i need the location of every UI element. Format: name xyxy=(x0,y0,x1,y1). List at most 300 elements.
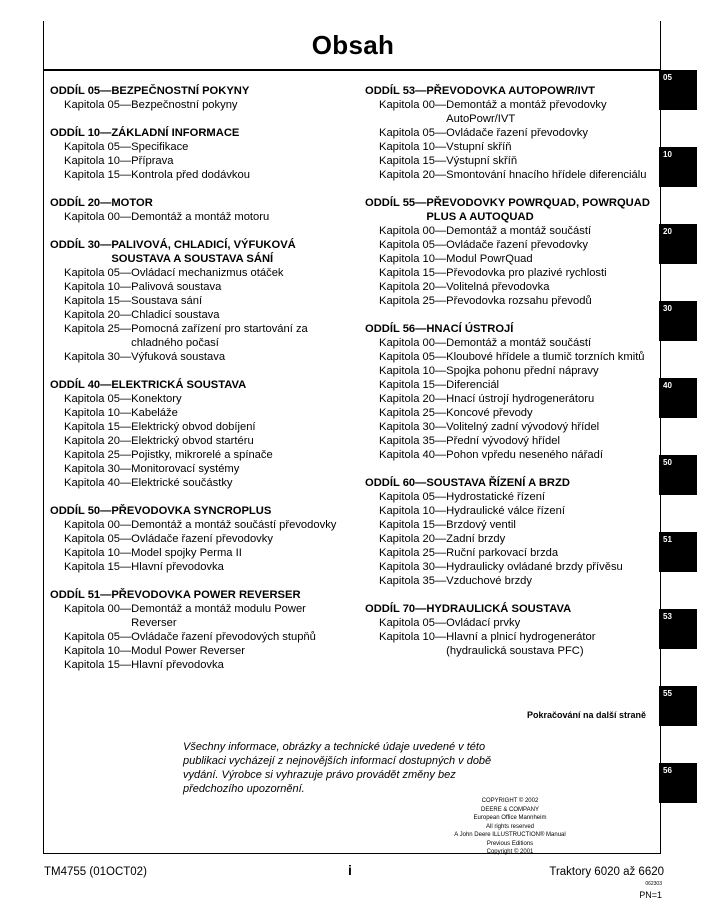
chapter-title: Monitorovací systémy xyxy=(131,463,240,475)
section-tab-label: 56 xyxy=(663,766,672,775)
toc-section xyxy=(50,196,350,224)
chapter-title: Bezpečnostní pokyny xyxy=(131,99,238,111)
section-title: PŘEVODOVKA POWER REVERSER xyxy=(111,589,301,601)
section-heading[interactable] xyxy=(50,378,350,392)
chapter-title: Demontáž a montáž modulu Power Reverser xyxy=(131,603,306,629)
section-title: ELEKTRICKÁ SOUSTAVA xyxy=(111,379,247,391)
section-tab[interactable] xyxy=(659,532,697,572)
chapter-entry[interactable] xyxy=(365,168,655,182)
chapter-entry[interactable] xyxy=(50,462,350,476)
chapter-number: Kapitola 15 xyxy=(64,561,120,573)
chapter-title: Pomocná zařízení pro startování za chladného počasí xyxy=(131,323,308,349)
chapter-number: Kapitola 05 xyxy=(379,127,435,139)
chapter-entry[interactable] xyxy=(365,266,655,280)
copyright-line: Copyright © 2001 xyxy=(486,849,534,855)
chapter-entry[interactable] xyxy=(50,98,350,112)
chapter-entry[interactable] xyxy=(365,420,655,434)
chapter-dash: — xyxy=(434,547,447,559)
chapter-title: Specifikace xyxy=(131,141,189,153)
chapter-title: Kabeláže xyxy=(131,407,178,419)
chapter-dash: — xyxy=(119,155,132,167)
chapter-title: Pohon vpředu neseného nářadí xyxy=(446,449,603,461)
section-title: PŘEVODOVKA SYNCROPLUS xyxy=(111,505,272,517)
left-column xyxy=(50,84,350,686)
title-rule xyxy=(43,69,661,71)
section-heading[interactable] xyxy=(365,196,655,224)
chapter-number: Kapitola 15 xyxy=(379,155,435,167)
chapter-entry[interactable] xyxy=(50,266,350,280)
chapter-number: Kapitola 15 xyxy=(379,379,435,391)
section-tab-label: 53 xyxy=(663,612,672,621)
chapter-dash: — xyxy=(119,309,132,321)
section-title: PALIVOVÁ, CHLADICÍ, VÝFUKOVÁ SOUSTAVA A SOUSTAVA SÁNÍ xyxy=(111,239,296,265)
chapter-dash: — xyxy=(119,295,132,307)
chapter-dash: — xyxy=(434,561,447,573)
chapter-entry[interactable] xyxy=(50,350,350,364)
chapter-number: Kapitola 10 xyxy=(64,547,120,559)
chapter-dash: — xyxy=(434,253,447,265)
chapter-number: Kapitola 15 xyxy=(379,267,435,279)
chapter-entry[interactable] xyxy=(365,392,655,406)
chapter-title: Hlavní převodovka xyxy=(131,561,224,573)
toc-section xyxy=(365,602,655,658)
footer-code: 062303 xyxy=(645,881,662,887)
toc-section xyxy=(365,476,655,588)
chapter-dash: — xyxy=(119,547,132,559)
copyright-line: COPYRIGHT © 2002 xyxy=(481,798,539,804)
chapter-title: Hnací ústrojí hydrogenerátoru xyxy=(446,393,595,405)
section-tab[interactable] xyxy=(659,686,697,726)
chapter-dash: — xyxy=(119,533,132,545)
chapter-title: Model spojky Perma II xyxy=(131,547,242,559)
chapter-number: Kapitola 25 xyxy=(379,407,435,419)
chapter-number: Kapitola 25 xyxy=(64,449,120,461)
chapter-entry[interactable] xyxy=(50,420,350,434)
chapter-title: Výfuková soustava xyxy=(131,351,226,363)
chapter-title: Ovládače řazení převodovky xyxy=(131,533,273,545)
chapter-number: Kapitola 05 xyxy=(64,99,120,111)
section-title: HNACÍ ÚSTROJÍ xyxy=(426,323,514,335)
chapter-number: Kapitola 20 xyxy=(64,309,120,321)
chapter-title: Chladicí soustava xyxy=(131,309,220,321)
section-tab[interactable] xyxy=(659,147,697,187)
chapter-number: Kapitola 10 xyxy=(379,631,435,643)
chapter-dash: — xyxy=(119,561,132,573)
chapter-number: Kapitola 10 xyxy=(64,645,120,657)
chapter-number: Kapitola 25 xyxy=(379,295,435,307)
section-heading[interactable] xyxy=(50,84,350,98)
chapter-number: Kapitola 05 xyxy=(64,141,120,153)
chapter-entry[interactable] xyxy=(365,98,655,126)
chapter-entry[interactable] xyxy=(365,378,655,392)
section-number: ODDÍL 50— xyxy=(50,505,112,517)
chapter-title: Elektrický obvod startéru xyxy=(131,435,254,447)
section-tab[interactable] xyxy=(659,378,697,418)
section-heading[interactable] xyxy=(365,84,655,98)
section-tab-label: 40 xyxy=(663,381,672,390)
chapter-entry[interactable] xyxy=(365,406,655,420)
section-number: ODDÍL 60— xyxy=(365,477,427,489)
chapter-dash: — xyxy=(434,295,447,307)
chapter-dash: — xyxy=(119,645,132,657)
chapter-dash: — xyxy=(434,407,447,419)
chapter-title: Demontáž a montáž převodovky AutoPowr/IVT xyxy=(446,99,607,125)
chapter-number: Kapitola 35 xyxy=(379,435,435,447)
chapter-number: Kapitola 10 xyxy=(379,365,435,377)
chapter-number: Kapitola 10 xyxy=(379,253,435,265)
toc-section xyxy=(50,84,350,112)
chapter-dash: — xyxy=(119,659,132,671)
copyright-line: A John Deere ILLUSTRUCTION® Manual xyxy=(454,832,566,838)
chapter-title: Hydraulické válce řízení xyxy=(446,505,565,517)
section-title: SOUSTAVA ŘÍZENÍ A BRZD xyxy=(426,477,570,489)
chapter-dash: — xyxy=(119,211,132,223)
chapter-number: Kapitola 05 xyxy=(379,351,435,363)
chapter-number: Kapitola 05 xyxy=(64,393,120,405)
chapter-entry[interactable] xyxy=(50,322,350,350)
chapter-title: Kontrola před dodávkou xyxy=(131,169,250,181)
chapter-title: Modul PowrQuad xyxy=(446,253,533,265)
toc-section xyxy=(50,238,350,364)
chapter-number: Kapitola 30 xyxy=(64,351,120,363)
chapter-entry[interactable] xyxy=(50,140,350,154)
chapter-entry[interactable] xyxy=(50,154,350,168)
chapter-entry[interactable] xyxy=(365,546,655,560)
chapter-entry[interactable] xyxy=(50,448,350,462)
section-tab-label: 20 xyxy=(663,227,672,236)
chapter-number: Kapitola 10 xyxy=(64,155,120,167)
chapter-entry[interactable] xyxy=(50,210,350,224)
chapter-number: Kapitola 05 xyxy=(64,267,120,279)
chapter-dash: — xyxy=(119,407,132,419)
chapter-dash: — xyxy=(119,519,132,531)
footer-title: Traktory 6020 až 6620 xyxy=(549,866,664,878)
chapter-entry[interactable] xyxy=(50,602,350,630)
toc-section xyxy=(50,588,350,672)
chapter-number: Kapitola 10 xyxy=(64,407,120,419)
chapter-entry[interactable] xyxy=(365,518,655,532)
chapter-number: Kapitola 10 xyxy=(379,505,435,517)
chapter-dash: — xyxy=(434,505,447,517)
chapter-dash: — xyxy=(434,379,447,391)
chapter-dash: — xyxy=(434,575,447,587)
chapter-title: Koncové převody xyxy=(446,407,533,419)
chapter-number: Kapitola 40 xyxy=(64,477,120,489)
chapter-number: Kapitola 20 xyxy=(64,435,120,447)
continued-note: Pokračování na další straně xyxy=(527,710,647,720)
chapter-entry[interactable] xyxy=(365,448,655,462)
chapter-number: Kapitola 05 xyxy=(64,533,120,545)
section-title: PŘEVODOVKA AUTOPOWR/IVT xyxy=(426,85,595,97)
chapter-title: Diferenciál xyxy=(446,379,500,391)
chapter-title: Smontování hnacího hřídele diferenciálu xyxy=(446,169,647,181)
chapter-entry[interactable] xyxy=(50,658,350,672)
chapter-number: Kapitola 15 xyxy=(64,421,120,433)
section-heading[interactable] xyxy=(50,588,350,602)
chapter-title: Pojistky, mikrorelé a spínače xyxy=(131,449,273,461)
section-number: ODDÍL 05— xyxy=(50,85,112,97)
chapter-dash: — xyxy=(119,477,132,489)
chapter-entry[interactable] xyxy=(365,294,655,308)
chapter-entry[interactable] xyxy=(50,434,350,448)
chapter-dash: — xyxy=(434,533,447,545)
copyright-line: Previous Editions xyxy=(486,840,534,847)
chapter-dash: — xyxy=(434,281,447,293)
copyright-line: European Office Mannheim xyxy=(473,815,547,821)
chapter-title: Hlavní převodovka xyxy=(131,659,224,671)
chapter-entry[interactable] xyxy=(365,364,655,378)
chapter-number: Kapitola 05 xyxy=(379,491,435,503)
chapter-title: Ovládače řazení převodovky xyxy=(446,127,588,139)
chapter-dash: — xyxy=(119,169,132,181)
chapter-dash: — xyxy=(434,449,447,461)
chapter-dash: — xyxy=(119,435,132,447)
chapter-entry[interactable] xyxy=(365,126,655,140)
chapter-title: Demontáž a montáž součástí převodovky xyxy=(131,519,337,531)
toc-section xyxy=(365,196,655,308)
chapter-entry[interactable] xyxy=(50,392,350,406)
chapter-entry[interactable] xyxy=(365,434,655,448)
chapter-number: Kapitola 05 xyxy=(64,631,120,643)
chapter-entry[interactable] xyxy=(50,532,350,546)
chapter-number: Kapitola 20 xyxy=(379,169,435,181)
section-number: ODDÍL 56— xyxy=(365,323,427,335)
toc-section xyxy=(50,378,350,490)
chapter-dash: — xyxy=(119,351,132,363)
chapter-entry[interactable] xyxy=(50,630,350,644)
chapter-entry[interactable] xyxy=(365,350,655,364)
chapter-entry[interactable] xyxy=(365,504,655,518)
chapter-entry[interactable] xyxy=(50,406,350,420)
chapter-title: Ovládací prvky xyxy=(446,617,521,629)
section-number: ODDÍL 20— xyxy=(50,197,112,209)
section-tab[interactable] xyxy=(659,301,697,341)
chapter-number: Kapitola 00 xyxy=(64,603,120,615)
chapter-number: Kapitola 15 xyxy=(379,519,435,531)
section-tab[interactable] xyxy=(659,224,697,264)
section-number: ODDÍL 40— xyxy=(50,379,112,391)
section-tab[interactable] xyxy=(659,609,697,649)
copyright-block xyxy=(420,797,600,857)
chapter-title: Ruční parkovací brzda xyxy=(446,547,559,559)
chapter-entry[interactable] xyxy=(365,336,655,350)
chapter-number: Kapitola 00 xyxy=(64,211,120,223)
chapter-title: Převodovka rozsahu převodů xyxy=(446,295,592,307)
left-border xyxy=(43,69,44,853)
chapter-title: Výstupní skříň xyxy=(446,155,518,167)
chapter-entry[interactable] xyxy=(365,252,655,266)
chapter-entry[interactable] xyxy=(50,280,350,294)
chapter-number: Kapitola 30 xyxy=(379,561,435,573)
section-title: PŘEVODOVKY POWRQUAD, POWRQUAD PLUS A AUTOQUAD xyxy=(426,197,650,223)
chapter-number: Kapitola 25 xyxy=(379,547,435,559)
footer-pn: PN=1 xyxy=(639,890,662,900)
chapter-dash: — xyxy=(434,631,447,643)
chapter-entry[interactable] xyxy=(365,154,655,168)
section-tab-label: 10 xyxy=(663,150,672,159)
chapter-title: Volitelná převodovka xyxy=(446,281,550,293)
chapter-title: Hydraulicky ovládané brzdy přívěsu xyxy=(446,561,623,573)
section-tab[interactable] xyxy=(659,455,697,495)
chapter-title: Elektrické součástky xyxy=(131,477,233,489)
section-number: ODDÍL 55— xyxy=(365,197,427,209)
copyright-line: DEERE & COMPANY xyxy=(481,806,539,813)
section-tab[interactable] xyxy=(659,70,697,110)
chapter-entry[interactable] xyxy=(50,294,350,308)
chapter-number: Kapitola 00 xyxy=(379,337,435,349)
chapter-title: Spojka pohonu přední nápravy xyxy=(446,365,599,377)
chapter-title: Palivová soustava xyxy=(131,281,222,293)
section-tab-label: 05 xyxy=(663,73,672,82)
chapter-title: Volitelný zadní vývodový hřídel xyxy=(446,421,600,433)
chapter-number: Kapitola 00 xyxy=(379,99,435,111)
chapter-title: Ovládací mechanizmus otáček xyxy=(131,267,284,279)
chapter-title: Vzduchové brzdy xyxy=(446,575,532,587)
toc-section xyxy=(365,322,655,462)
section-heading[interactable] xyxy=(365,322,655,336)
footer-doc-id: TM4755 (01OCT02) xyxy=(44,866,147,878)
chapter-number: Kapitola 30 xyxy=(64,463,120,475)
right-column xyxy=(365,84,655,672)
chapter-dash: — xyxy=(434,141,447,153)
chapter-title: Demontáž a montáž motoru xyxy=(131,211,270,223)
chapter-title: Příprava xyxy=(131,155,174,167)
chapter-dash: — xyxy=(119,267,132,279)
chapter-entry[interactable] xyxy=(365,224,655,238)
chapter-entry[interactable] xyxy=(365,532,655,546)
chapter-dash: — xyxy=(434,351,447,363)
chapter-number: Kapitola 35 xyxy=(379,575,435,587)
chapter-dash: — xyxy=(434,491,447,503)
chapter-title: Přední vývodový hřídel xyxy=(446,435,560,447)
chapter-dash: — xyxy=(434,155,447,167)
chapter-dash: — xyxy=(119,463,132,475)
toc-section xyxy=(50,126,350,182)
chapter-dash: — xyxy=(434,169,447,181)
chapter-number: Kapitola 15 xyxy=(64,295,120,307)
chapter-dash: — xyxy=(434,435,447,447)
chapter-title: Zadní brzdy xyxy=(446,533,506,545)
chapter-number: Kapitola 20 xyxy=(379,281,435,293)
section-heading[interactable] xyxy=(365,602,655,616)
section-heading[interactable] xyxy=(50,126,350,140)
chapter-number: Kapitola 40 xyxy=(379,449,435,461)
chapter-entry[interactable] xyxy=(50,168,350,182)
chapter-entry[interactable] xyxy=(50,560,350,574)
chapter-number: Kapitola 15 xyxy=(64,169,120,181)
chapter-number: Kapitola 25 xyxy=(64,323,120,335)
chapter-dash: — xyxy=(119,421,132,433)
chapter-dash: — xyxy=(119,449,132,461)
section-tab-label: 50 xyxy=(663,458,672,467)
section-tab-label: 55 xyxy=(663,689,672,698)
section-title: HYDRAULICKÁ SOUSTAVA xyxy=(426,603,572,615)
chapter-entry[interactable] xyxy=(365,280,655,294)
chapter-entry[interactable] xyxy=(50,308,350,322)
chapter-number: Kapitola 05 xyxy=(379,239,435,251)
section-title: BEZPEČNOSTNÍ POKYNY xyxy=(111,85,250,97)
chapter-title: Demontáž a montáž součástí xyxy=(446,225,592,237)
section-heading[interactable] xyxy=(50,504,350,518)
chapter-entry[interactable] xyxy=(365,140,655,154)
toc-section xyxy=(50,504,350,574)
section-title: ZÁKLADNÍ INFORMACE xyxy=(111,127,240,139)
chapter-entry[interactable] xyxy=(50,644,350,658)
section-tab[interactable] xyxy=(659,763,697,803)
chapter-title: Vstupní skříň xyxy=(446,141,512,153)
chapter-number: Kapitola 20 xyxy=(379,533,435,545)
chapter-dash: — xyxy=(434,393,447,405)
chapter-number: Kapitola 05 xyxy=(379,617,435,629)
section-tab-label: 51 xyxy=(663,535,672,544)
chapter-entry[interactable] xyxy=(50,476,350,490)
chapter-dash: — xyxy=(434,225,447,237)
copyright-line: All rights reserved xyxy=(485,823,535,830)
chapter-entry[interactable] xyxy=(365,560,655,574)
chapter-dash: — xyxy=(434,239,447,251)
section-heading[interactable] xyxy=(50,238,350,266)
chapter-title: Demontáž a montáž součástí xyxy=(446,337,592,349)
chapter-number: Kapitola 10 xyxy=(379,141,435,153)
chapter-dash: — xyxy=(119,631,132,643)
toc-section xyxy=(365,84,655,182)
chapter-dash: — xyxy=(434,421,447,433)
chapter-dash: — xyxy=(119,141,132,153)
disclaimer: Všechny informace, obrázky a technické údaje uvedené v této publikaci vycházejí z nejnovějších informací dostupných v době vydání. Výrobce si vyhrazuje právo provádět změny bez předchozího upozornění. xyxy=(183,741,492,795)
chapter-title: Převodovka pro plazivé rychlosti xyxy=(446,267,607,279)
chapter-entry[interactable] xyxy=(365,490,655,504)
chapter-entry[interactable] xyxy=(50,546,350,560)
section-number: ODDÍL 70— xyxy=(365,603,427,615)
chapter-title: Brzdový ventil xyxy=(446,519,516,531)
chapter-title: Konektory xyxy=(131,393,182,405)
chapter-dash: — xyxy=(119,393,132,405)
section-number: ODDÍL 53— xyxy=(365,85,427,97)
chapter-number: Kapitola 15 xyxy=(64,659,120,671)
section-heading[interactable] xyxy=(365,476,655,490)
chapter-title: Kloubové hřídele a tlumič torzních kmitů xyxy=(446,351,645,363)
chapter-dash: — xyxy=(119,323,132,335)
chapter-dash: — xyxy=(434,337,447,349)
chapter-dash: — xyxy=(119,99,132,111)
section-title: MOTOR xyxy=(111,197,153,209)
chapter-dash: — xyxy=(434,365,447,377)
chapter-entry[interactable] xyxy=(50,518,350,532)
chapter-entry[interactable] xyxy=(365,238,655,252)
chapter-title: Hydrostatické řízení xyxy=(446,491,546,503)
chapter-title: Elektrický obvod dobíjení xyxy=(131,421,256,433)
chapter-entry[interactable] xyxy=(365,630,655,658)
chapter-number: Kapitola 00 xyxy=(64,519,120,531)
chapter-number: Kapitola 30 xyxy=(379,421,435,433)
chapter-entry[interactable] xyxy=(365,616,655,630)
chapter-dash: — xyxy=(434,519,447,531)
chapter-entry[interactable] xyxy=(365,574,655,588)
chapter-dash: — xyxy=(119,603,132,615)
section-tab-label: 30 xyxy=(663,304,672,313)
section-heading[interactable] xyxy=(50,196,350,210)
footer-page-number: i xyxy=(348,862,352,878)
chapter-number: Kapitola 20 xyxy=(379,393,435,405)
chapter-dash: — xyxy=(434,617,447,629)
chapter-number: Kapitola 00 xyxy=(379,225,435,237)
chapter-title: Modul Power Reverser xyxy=(131,645,245,657)
chapter-dash: — xyxy=(434,99,447,111)
chapter-title: Ovládače řazení převodových stupňů xyxy=(131,631,316,643)
section-number: ODDÍL 30— xyxy=(50,239,112,251)
section-number: ODDÍL 51— xyxy=(50,589,112,601)
chapter-dash: — xyxy=(434,267,447,279)
